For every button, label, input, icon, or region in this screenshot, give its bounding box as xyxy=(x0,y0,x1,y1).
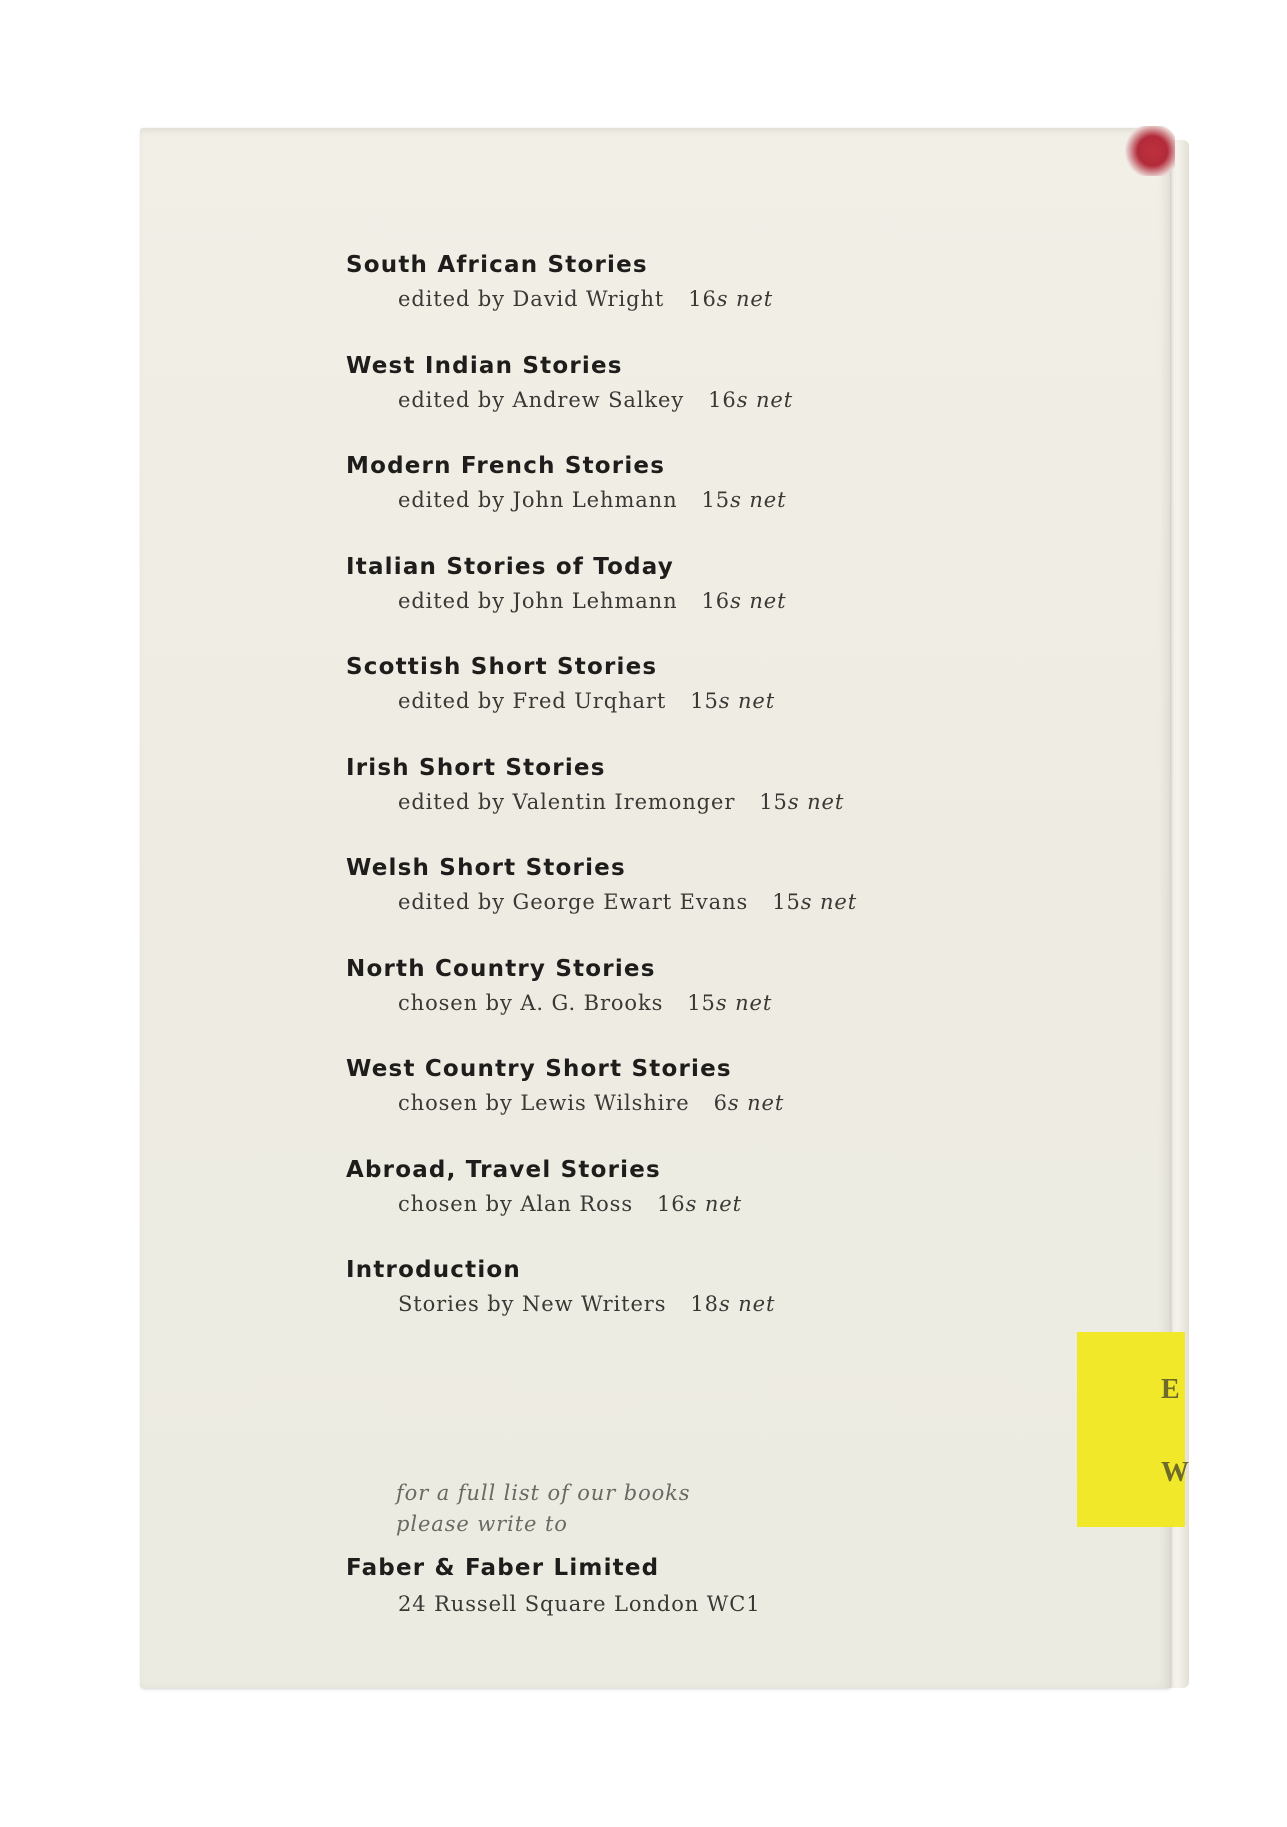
book-credit: Stories by New Writers xyxy=(398,1292,667,1316)
book-entry xyxy=(346,451,1046,552)
book-price xyxy=(708,388,793,412)
price-amount: 16 xyxy=(688,287,717,311)
book-title: Abroad, Travel Stories xyxy=(346,1156,661,1183)
book-price xyxy=(688,287,773,311)
book-entry xyxy=(346,250,1046,351)
book-credit: edited by Andrew Salkey xyxy=(398,387,685,412)
label-letter-bottom: W xyxy=(1161,1457,1189,1488)
book-details xyxy=(398,1289,1046,1319)
book-price xyxy=(657,1192,742,1216)
price-unit: s net xyxy=(787,789,845,814)
book-entry xyxy=(346,351,1046,452)
price-unit: s net xyxy=(730,488,787,512)
book-details xyxy=(398,887,1046,917)
book-title: West Indian Stories xyxy=(346,352,623,379)
book-details xyxy=(398,1088,1046,1118)
book-title: Welsh Short Stories xyxy=(346,855,626,881)
book-credit: edited by George Ewart Evans xyxy=(398,890,749,914)
book-entry xyxy=(346,1255,1046,1356)
price-amount: 15 xyxy=(701,488,731,512)
book-details xyxy=(398,586,1046,616)
price-unit: s net xyxy=(685,1191,742,1216)
book-credit: edited by John Lehmann xyxy=(398,588,678,613)
book-title: Introduction xyxy=(346,1257,521,1283)
price-unit: s net xyxy=(716,287,774,311)
publisher-name: Faber & Faber Limited xyxy=(346,1555,660,1581)
footer-note-line: please write to xyxy=(396,1512,568,1536)
price-amount: 6 xyxy=(713,1091,728,1115)
price-unit: s net xyxy=(800,890,858,914)
price-amount: 15 xyxy=(690,689,719,713)
price-amount: 16 xyxy=(708,387,737,412)
book-price xyxy=(759,790,844,814)
book-list xyxy=(346,250,1046,1356)
book-price xyxy=(690,1292,775,1316)
book-price xyxy=(714,1091,785,1115)
book-title: Scottish Short Stories xyxy=(346,654,658,680)
price-amount: 15 xyxy=(772,890,801,914)
price-unit: s net xyxy=(727,1091,785,1115)
label-letter-top: E xyxy=(1161,1374,1180,1405)
book-price xyxy=(772,890,857,914)
book-credit: edited by Valentin Iremonger xyxy=(398,789,736,814)
price-unit: s net xyxy=(718,689,776,713)
book-entry xyxy=(346,954,1046,1055)
price-amount: 18 xyxy=(690,1292,719,1316)
price-amount: 16 xyxy=(657,1191,686,1216)
book-entry xyxy=(346,552,1046,653)
book-entry xyxy=(346,853,1046,954)
red-corner-mark xyxy=(1125,126,1175,176)
book-price xyxy=(690,689,775,713)
book-price xyxy=(687,991,772,1015)
book-credit: edited by Fred Urqhart xyxy=(398,689,667,713)
book-credit: chosen by Lewis Wilshire xyxy=(398,1091,690,1115)
book-credit: edited by David Wright xyxy=(398,287,665,311)
price-amount: 15 xyxy=(687,990,716,1015)
price-unit: s net xyxy=(730,588,787,613)
book-title: West Country Short Stories xyxy=(346,1056,732,1082)
price-amount: 16 xyxy=(701,588,731,613)
footer-note xyxy=(396,1478,690,1540)
yellow-label xyxy=(1077,1332,1189,1527)
book-title: South African Stories xyxy=(346,252,648,278)
book-details xyxy=(398,385,1046,415)
book-details xyxy=(398,988,1046,1018)
book-details xyxy=(398,284,1046,314)
book-price xyxy=(702,488,787,512)
book-details xyxy=(398,686,1046,716)
book-entry xyxy=(346,753,1046,854)
book-entry xyxy=(346,1054,1046,1155)
book-details xyxy=(398,787,1046,817)
footer-note-line: for a full list of our books xyxy=(396,1481,691,1505)
book-details xyxy=(398,485,1046,515)
price-unit: s net xyxy=(718,1292,776,1316)
book-title: Irish Short Stories xyxy=(346,754,606,781)
book-entry xyxy=(346,1155,1046,1256)
book-title: Modern French Stories xyxy=(346,453,666,479)
publisher-address: 24 Russell Square London WC1 xyxy=(398,1592,761,1616)
book-price xyxy=(702,589,787,613)
book-credit: chosen by Alan Ross xyxy=(398,1191,634,1216)
book-entry xyxy=(346,652,1046,753)
price-unit: s net xyxy=(715,990,773,1015)
book-title: Italian Stories of Today xyxy=(346,553,674,580)
book-details xyxy=(398,1189,1046,1219)
price-amount: 15 xyxy=(759,789,788,814)
book-title: North Country Stories xyxy=(346,955,656,982)
price-unit: s net xyxy=(736,387,794,412)
book-credit: chosen by A. G. Brooks xyxy=(398,990,664,1015)
book-credit: edited by John Lehmann xyxy=(398,488,678,512)
